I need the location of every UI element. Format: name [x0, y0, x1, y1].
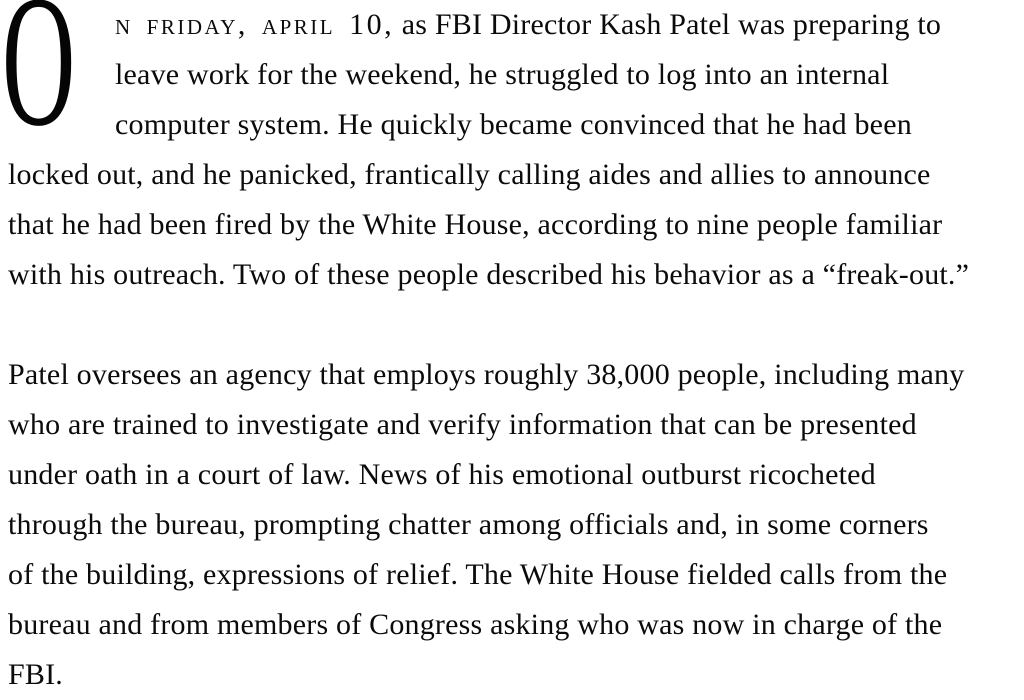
text-line: with his outreach. Two of these people described his behavior as a “freak-out.”	[8, 258, 970, 291]
text-line-fragment: as FBI Director Kash Patel was preparing to	[394, 8, 942, 41]
text-line: of the building, expressions of relief. The White House fielded calls from the	[8, 558, 948, 591]
text-line: leave work for the weekend, he struggled to log into an internal	[115, 58, 890, 91]
text-line: bureau and from members of Congress asking who was now in charge of the	[8, 608, 943, 641]
text-line: FBI.	[8, 658, 63, 691]
drop-cap-letter: O	[2, 0, 76, 165]
text-line: under oath in a court of law. News of his emotional outburst ricocheted	[8, 458, 876, 491]
text-line: through the bureau, prompting chatter among officials and, in some corners	[8, 508, 929, 541]
text-line: computer system. He quickly became convinced that he had been	[115, 108, 912, 141]
small-caps-lede: n friday, april 10,	[115, 8, 395, 41]
paragraph-1	[8, 0, 1016, 300]
text-line: locked out, and he panicked, frantically calling aides and allies to announce	[8, 158, 931, 191]
paragraph-2	[8, 350, 1016, 700]
text-line: who are trained to investigate and verify information that can be presented	[8, 408, 917, 441]
text-line: that he had been fired by the White House, according to nine people familiar	[8, 208, 943, 241]
text-line: Patel oversees an agency that employs roughly 38,000 people, including many	[8, 358, 965, 391]
text-line	[115, 0, 1016, 50]
